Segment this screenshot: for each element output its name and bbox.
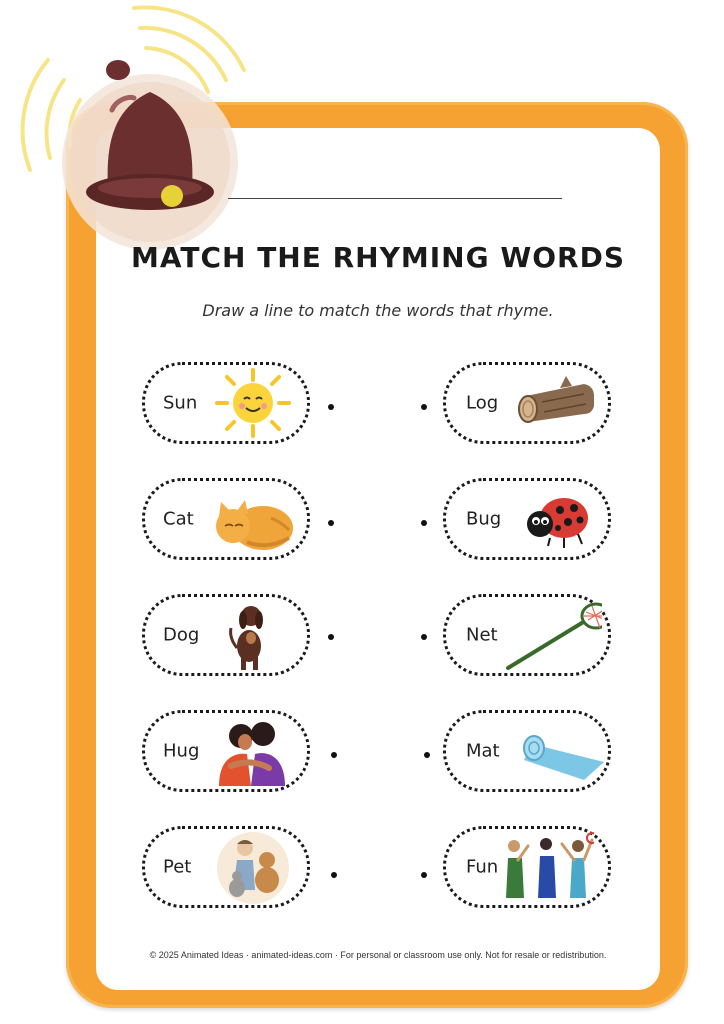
left-card-hug <box>142 710 310 792</box>
left-card-pet <box>142 826 310 908</box>
card-word: Sun <box>163 392 198 414</box>
copyright-footer: © 2025 Animated Ideas · animated-ideas.com · For personal or classroom use only. Not for resale or redistribution. <box>149 950 607 960</box>
card-word: Log <box>466 392 499 414</box>
ladybug-icon <box>514 482 598 556</box>
match-dot-left[interactable] <box>331 752 337 758</box>
right-card-log <box>443 362 611 444</box>
card-word: Bug <box>466 508 502 530</box>
match-dot-left[interactable] <box>328 404 334 410</box>
cat-icon <box>211 482 295 556</box>
bell-icon <box>0 0 260 250</box>
match-dot-right[interactable] <box>424 752 430 758</box>
hug-icon <box>211 714 295 788</box>
right-card-mat <box>443 710 611 792</box>
card-word: Pet <box>163 856 192 878</box>
match-dot-right[interactable] <box>421 634 427 640</box>
match-dot-right[interactable] <box>421 872 427 878</box>
left-card-sun <box>142 362 310 444</box>
dog-icon <box>211 598 295 672</box>
card-word: Hug <box>163 740 200 762</box>
mat-icon <box>514 714 614 788</box>
name-line[interactable] <box>228 198 562 199</box>
card-word: Cat <box>163 508 194 530</box>
left-card-cat <box>142 478 310 560</box>
match-dot-right[interactable] <box>421 520 427 526</box>
card-word: Mat <box>466 740 500 762</box>
log-icon <box>514 366 598 440</box>
card-word: Net <box>466 624 498 646</box>
match-dot-left[interactable] <box>331 872 337 878</box>
match-dot-right[interactable] <box>421 404 427 410</box>
worksheet-instructions: Draw a line to match the words that rhyme. <box>202 301 554 320</box>
right-card-net <box>443 594 611 676</box>
net-icon <box>490 598 602 672</box>
worksheet-title: MATCH THE RHYMING WORDS <box>131 241 625 274</box>
match-dot-left[interactable] <box>328 634 334 640</box>
match-dot-left[interactable] <box>328 520 334 526</box>
card-word: Dog <box>163 624 200 646</box>
right-card-bug <box>443 478 611 560</box>
right-card-fun <box>443 826 611 908</box>
pet-icon <box>211 830 295 904</box>
sun-icon <box>211 366 295 440</box>
card-word: Fun <box>466 856 499 878</box>
friends-icon <box>498 830 594 904</box>
left-card-dog <box>142 594 310 676</box>
